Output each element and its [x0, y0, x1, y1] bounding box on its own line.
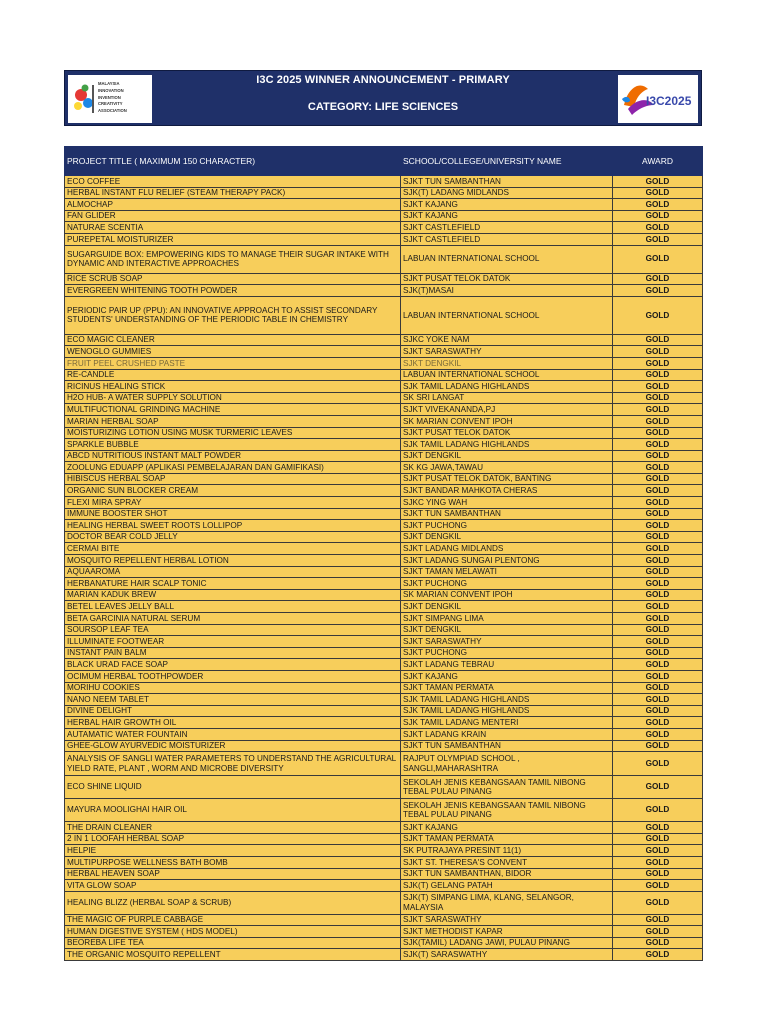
school-name-cell: SJKT KAJANG [401, 670, 613, 682]
school-name-cell: SJKT SARASWATHY [401, 346, 613, 358]
table-row [65, 415, 703, 427]
table-row [65, 776, 703, 799]
school-name-cell: LABUAN INTERNATIONAL SCHOOL [401, 296, 613, 334]
table-row [65, 369, 703, 381]
award-cell: GOLD [613, 531, 703, 543]
table-row [65, 334, 703, 346]
table-row [65, 613, 703, 625]
school-name-cell: SJKT DENGKIL [401, 450, 613, 462]
school-name-cell: SJK TAMIL LADANG HIGHLANDS [401, 705, 613, 717]
award-cell: GOLD [613, 624, 703, 636]
project-title-cell: FLEXI MIRA SPRAY [65, 497, 401, 509]
page-title: I3C 2025 WINNER ANNOUNCEMENT - PRIMARY [256, 74, 510, 86]
project-title-cell: BEOREBA LIFE TEA [65, 937, 401, 949]
school-name-cell: SJKT DENGKIL [401, 357, 613, 369]
project-title-cell: MAYURA MOOLIGHAI HAIR OIL [65, 799, 401, 822]
award-cell: GOLD [613, 427, 703, 439]
project-title-cell: HEALING HERBAL SWEET ROOTS LOLLIPOP [65, 520, 401, 532]
project-title-cell: HERBAL INSTANT FLU RELIEF (STEAM THERAPY PACK) [65, 187, 401, 199]
project-title-cell: SPARKLE BUBBLE [65, 439, 401, 451]
project-title-cell: CERMAI BITE [65, 543, 401, 555]
table-row [65, 555, 703, 567]
award-cell: GOLD [613, 346, 703, 358]
school-name-cell: SJKT LADANG SUNGAI PLENTONG [401, 555, 613, 567]
school-name-cell: SJKT CASTLEFIELD [401, 233, 613, 245]
project-title-cell: HUMAN DIGESTIVE SYSTEM ( HDS MODEL) [65, 926, 401, 938]
table-row [65, 670, 703, 682]
award-cell: GOLD [613, 752, 703, 776]
table-row [65, 520, 703, 532]
table-row [65, 601, 703, 613]
project-title-cell: EVERGREEN WHITENING TOOTH POWDER [65, 285, 401, 297]
table-row [65, 404, 703, 416]
project-title-cell: MULTIFUCTIONAL GRINDING MACHINE [65, 404, 401, 416]
project-title-cell: RE-CANDLE [65, 369, 401, 381]
award-cell: GOLD [613, 914, 703, 926]
school-name-cell: SK KG JAWA,TAWAU [401, 462, 613, 474]
school-name-cell: SJKT KAJANG [401, 199, 613, 211]
school-name-cell: SJKT VIVEKANANDA,PJ [401, 404, 613, 416]
table-row [65, 926, 703, 938]
school-name-cell: SJKT LADANG MIDLANDS [401, 543, 613, 555]
school-name-cell: SJK TAMIL LADANG HIGHLANDS [401, 381, 613, 393]
table-row [65, 728, 703, 740]
school-name-cell: LABUAN INTERNATIONAL SCHOOL [401, 245, 613, 273]
project-title-cell: INSTANT PAIN BALM [65, 647, 401, 659]
project-title-cell: H2O HUB- A WATER SUPPLY SOLUTION [65, 392, 401, 404]
school-name-cell: SK SRI LANGAT [401, 392, 613, 404]
category-title: CATEGORY: LIFE SCIENCES [307, 101, 459, 113]
project-title-cell: ALMOCHAP [65, 199, 401, 211]
project-title-cell: PUREPETAL MOISTURIZER [65, 233, 401, 245]
column-header-school: SCHOOL/COLLEGE/UNIVERSITY NAME [401, 147, 613, 176]
award-cell: GOLD [613, 694, 703, 706]
school-name-cell: SEKOLAH JENIS KEBANGSAAN TAMIL NIBONG TEBAL PULAU PINANG [401, 776, 613, 799]
award-cell: GOLD [613, 891, 703, 914]
project-title-cell: HELPIE [65, 845, 401, 857]
award-cell: GOLD [613, 497, 703, 509]
award-cell: GOLD [613, 856, 703, 868]
school-name-cell: SJK TAMIL LADANG HIGHLANDS [401, 694, 613, 706]
table-body [65, 176, 703, 961]
table-row [65, 937, 703, 949]
winners-table-container [64, 146, 702, 961]
project-title-cell: DOCTOR BEAR COLD JELLY [65, 531, 401, 543]
award-cell: GOLD [613, 578, 703, 590]
winners-table [64, 146, 703, 961]
school-name-cell: SJKT TUN SAMBANTHAN, BIDOR [401, 868, 613, 880]
project-title-cell: ANALYSIS OF SANGLI WATER PARAMETERS TO UNDERSTAND THE AGRICULTURAL YIELD RATE, PLANT , WORM AND MICROBE DIVERSITY [65, 752, 401, 776]
award-cell: GOLD [613, 776, 703, 799]
association-logo-line: INVENTION [98, 94, 121, 100]
award-cell: GOLD [613, 285, 703, 297]
school-name-cell: SJK TAMIL LADANG MENTERI [401, 717, 613, 729]
award-cell: GOLD [613, 199, 703, 211]
table-row [65, 845, 703, 857]
award-cell: GOLD [613, 926, 703, 938]
table-row [65, 868, 703, 880]
school-name-cell: SJK(T)MASAI [401, 285, 613, 297]
school-name-cell: SJK(T) GELANG PATAH [401, 880, 613, 892]
table-row [65, 543, 703, 555]
award-cell: GOLD [613, 296, 703, 334]
award-cell: GOLD [613, 450, 703, 462]
i3c-logo-mark [618, 75, 698, 123]
table-row [65, 450, 703, 462]
award-cell: GOLD [613, 508, 703, 520]
table-row [65, 473, 703, 485]
table-row [65, 233, 703, 245]
project-title-cell: VITA GLOW SOAP [65, 880, 401, 892]
project-title-cell: AUTAMATIC WATER FOUNTAIN [65, 728, 401, 740]
school-name-cell: SJK(T) SIMPANG LIMA, KLANG, SELANGOR, MALAYSIA [401, 891, 613, 914]
school-name-cell: SJKT KAJANG [401, 822, 613, 834]
table-row [65, 856, 703, 868]
school-name-cell: SK MARIAN CONVENT IPOH [401, 415, 613, 427]
association-logo-line: CREATIVITY [98, 101, 123, 107]
award-cell: GOLD [613, 473, 703, 485]
award-cell: GOLD [613, 485, 703, 497]
project-title-cell: NANO NEEM TABLET [65, 694, 401, 706]
project-title-cell: IMMUNE BOOSTER SHOT [65, 508, 401, 520]
school-name-cell: SJKT TAMAN PERMATA [401, 682, 613, 694]
association-logo-line: MALAYSIA [98, 81, 120, 86]
school-name-cell: SJKT PUSAT TELOK DATOK [401, 273, 613, 285]
school-name-cell: SJKT TUN SAMBANTHAN [401, 508, 613, 520]
award-cell: GOLD [613, 937, 703, 949]
table-row [65, 914, 703, 926]
school-name-cell: SJKT DENGKIL [401, 601, 613, 613]
header-banner [64, 70, 702, 126]
project-title-cell: ABCD NUTRITIOUS INSTANT MALT POWDER [65, 450, 401, 462]
table-row [65, 485, 703, 497]
table-row [65, 578, 703, 590]
project-title-cell: MARIAN KADUK BREW [65, 589, 401, 601]
school-name-cell: SJKT PUCHONG [401, 647, 613, 659]
table-row [65, 381, 703, 393]
project-title-cell: RICE SCRUB SOAP [65, 273, 401, 285]
table-row [65, 176, 703, 188]
award-cell: GOLD [613, 369, 703, 381]
school-name-cell: SJKT KAJANG [401, 210, 613, 222]
school-name-cell: SK PUTRAJAYA PRESINT 11(1) [401, 845, 613, 857]
award-cell: GOLD [613, 439, 703, 451]
table-row [65, 296, 703, 334]
project-title-cell: NATURAE SCENTIA [65, 222, 401, 234]
project-title-cell: SUGARGUIDE BOX: EMPOWERING KIDS TO MANAGE THEIR SUGAR INTAKE WITH DYNAMIC AND INTERACTIVE APPROACHES [65, 245, 401, 273]
table-row [65, 222, 703, 234]
award-cell: GOLD [613, 705, 703, 717]
school-name-cell: SJKT PUSAT TELOK DATOK [401, 427, 613, 439]
award-cell: GOLD [613, 636, 703, 648]
school-name-cell: SK MARIAN CONVENT IPOH [401, 589, 613, 601]
project-title-cell: WENOGLO GUMMIES [65, 346, 401, 358]
project-title-cell: OCIMUM HERBAL TOOTHPOWDER [65, 670, 401, 682]
project-title-cell: BETEL LEAVES JELLY BALL [65, 601, 401, 613]
association-logo-text [98, 81, 148, 115]
table-row [65, 891, 703, 914]
award-cell: GOLD [613, 822, 703, 834]
table-row [65, 589, 703, 601]
award-cell: GOLD [613, 392, 703, 404]
table-row [65, 187, 703, 199]
table-row [65, 752, 703, 776]
project-title-cell: MARIAN HERBAL SOAP [65, 415, 401, 427]
award-cell: GOLD [613, 415, 703, 427]
project-title-cell: HEALING BLIZZ (HERBAL SOAP & SCRUB) [65, 891, 401, 914]
award-cell: GOLD [613, 868, 703, 880]
project-title-cell: ECO MAGIC CLEANER [65, 334, 401, 346]
project-title-cell: THE ORGANIC MOSQUITO REPELLENT [65, 949, 401, 961]
school-name-cell: SJKT LADANG KRAIN [401, 728, 613, 740]
table-row [65, 694, 703, 706]
project-title-cell: ZOOLUNG EDUAPP (APLIKASI PEMBELAJARAN DAN GAMIFIKASI) [65, 462, 401, 474]
table-row [65, 531, 703, 543]
table-header-row [65, 147, 703, 176]
school-name-cell: SJKC YOKE NAM [401, 334, 613, 346]
award-cell: GOLD [613, 176, 703, 188]
table-row [65, 357, 703, 369]
award-cell: GOLD [613, 717, 703, 729]
table-row [65, 346, 703, 358]
award-cell: GOLD [613, 404, 703, 416]
table-row [65, 439, 703, 451]
school-name-cell: SJKT TUN SAMBANTHAN [401, 740, 613, 752]
table-row [65, 833, 703, 845]
table-row [65, 717, 703, 729]
table-row [65, 636, 703, 648]
column-header-award: AWARD [613, 147, 703, 176]
award-cell: GOLD [613, 728, 703, 740]
project-title-cell: THE MAGIC OF PURPLE CABBAGE [65, 914, 401, 926]
school-name-cell: SJKT TUN SAMBANTHAN [401, 176, 613, 188]
project-title-cell: AQUAAROMA [65, 566, 401, 578]
project-title-cell: FRUIT PEEL CRUSHED PASTE [65, 357, 401, 369]
project-title-cell: ECO COFFEE [65, 176, 401, 188]
project-title-cell: HERBANATURE HAIR SCALP TONIC [65, 578, 401, 590]
award-cell: GOLD [613, 589, 703, 601]
project-title-cell: MULTIPURPOSE WELLNESS BATH BOMB [65, 856, 401, 868]
award-cell: GOLD [613, 799, 703, 822]
school-name-cell: SJKT BANDAR MAHKOTA CHERAS [401, 485, 613, 497]
table-row [65, 624, 703, 636]
award-cell: GOLD [613, 245, 703, 273]
award-cell: GOLD [613, 357, 703, 369]
project-title-cell: BLACK URAD FACE SOAP [65, 659, 401, 671]
award-cell: GOLD [613, 880, 703, 892]
project-title-cell: PERIODIC PAIR UP (PPU): AN INNOVATIVE APPROACH TO ASSIST SECONDARY STUDENTS' UNDERSTANDING OF THE PERIODIC TABLE IN CHEMISTRY [65, 296, 401, 334]
table-row [65, 285, 703, 297]
school-name-cell: SJKT METHODIST KAPAR [401, 926, 613, 938]
award-cell: GOLD [613, 233, 703, 245]
table-row [65, 245, 703, 273]
project-title-cell: ECO SHINE LIQUID [65, 776, 401, 799]
table-row [65, 647, 703, 659]
table-row [65, 705, 703, 717]
school-name-cell: SJKT DENGKIL [401, 531, 613, 543]
school-name-cell: SJKT SARASWATHY [401, 914, 613, 926]
school-name-cell: SJKT CASTLEFIELD [401, 222, 613, 234]
table-row [65, 880, 703, 892]
award-cell: GOLD [613, 682, 703, 694]
table-row [65, 949, 703, 961]
project-title-cell: HERBAL HAIR GROWTH OIL [65, 717, 401, 729]
project-title-cell: MORIHU COOKIES [65, 682, 401, 694]
table-row [65, 497, 703, 509]
project-title-cell: HIBISCUS HERBAL SOAP [65, 473, 401, 485]
project-title-cell: SOURSOP LEAF TEA [65, 624, 401, 636]
school-name-cell: SJKC YING WAH [401, 497, 613, 509]
table-row [65, 273, 703, 285]
award-cell: GOLD [613, 566, 703, 578]
association-logo [68, 75, 152, 123]
project-title-cell: HERBAL HEAVEN SOAP [65, 868, 401, 880]
school-name-cell: SJK TAMIL LADANG HIGHLANDS [401, 439, 613, 451]
project-title-cell: MOSQUITO REPELLENT HERBAL LOTION [65, 555, 401, 567]
table-row [65, 508, 703, 520]
table-row [65, 392, 703, 404]
project-title-cell: 2 IN 1 LOOFAH HERBAL SOAP [65, 833, 401, 845]
project-title-cell: BETA GARCINIA NATURAL SERUM [65, 613, 401, 625]
project-title-cell: MOISTURIZING LOTION USING MUSK TURMERIC LEAVES [65, 427, 401, 439]
award-cell: GOLD [613, 381, 703, 393]
award-cell: GOLD [613, 659, 703, 671]
table-row [65, 199, 703, 211]
award-cell: GOLD [613, 845, 703, 857]
table-row [65, 682, 703, 694]
award-cell: GOLD [613, 670, 703, 682]
table-row [65, 799, 703, 822]
award-cell: GOLD [613, 222, 703, 234]
school-name-cell: SJKT PUCHONG [401, 520, 613, 532]
project-title-cell: GHEE-GLOW AYURVEDIC MOISTURIZER [65, 740, 401, 752]
school-name-cell: SJK(T) LADANG MIDLANDS [401, 187, 613, 199]
school-name-cell: SEKOLAH JENIS KEBANGSAAN TAMIL NIBONG TEBAL PULAU PINANG [401, 799, 613, 822]
award-cell: GOLD [613, 520, 703, 532]
i3c-2025-logo [618, 75, 698, 123]
award-cell: GOLD [613, 187, 703, 199]
i3c-logo-wordmark: I3C2025 [646, 94, 692, 108]
association-logo-line: ASSOCIATION [98, 108, 127, 114]
table-row [65, 427, 703, 439]
award-cell: GOLD [613, 555, 703, 567]
award-cell: GOLD [613, 334, 703, 346]
table-row [65, 462, 703, 474]
school-name-cell: SJKT TAMAN PERMATA [401, 833, 613, 845]
project-title-cell: RICINUS HEALING STICK [65, 381, 401, 393]
project-title-cell: DIVINE DELIGHT [65, 705, 401, 717]
school-name-cell: SJKT PUSAT TELOK DATOK, BANTING [401, 473, 613, 485]
table-row [65, 659, 703, 671]
award-cell: GOLD [613, 740, 703, 752]
school-name-cell: SJKT LADANG TEBRAU [401, 659, 613, 671]
school-name-cell: SJKT TAMAN MELAWATI [401, 566, 613, 578]
project-title-cell: THE DRAIN CLEANER [65, 822, 401, 834]
school-name-cell: SJKT SIMPANG LIMA [401, 613, 613, 625]
school-name-cell: SJKT ST. THERESA'S CONVENT [401, 856, 613, 868]
school-name-cell: RAJPUT OLYMPIAD SCHOOL , SANGLI,MAHARASHTRA [401, 752, 613, 776]
award-cell: GOLD [613, 647, 703, 659]
association-logo-line: INNOVATION [98, 87, 124, 93]
project-title-cell: FAN GLIDER [65, 210, 401, 222]
award-cell: GOLD [613, 833, 703, 845]
school-name-cell: LABUAN INTERNATIONAL SCHOOL [401, 369, 613, 381]
school-name-cell: SJK(T) SARASWATHY [401, 949, 613, 961]
table-row [65, 210, 703, 222]
award-cell: GOLD [613, 543, 703, 555]
award-cell: GOLD [613, 273, 703, 285]
school-name-cell: SJKT PUCHONG [401, 578, 613, 590]
award-cell: GOLD [613, 613, 703, 625]
school-name-cell: SJKT SARASWATHY [401, 636, 613, 648]
school-name-cell: SJK(TAMIL) LADANG JAWI, PULAU PINANG [401, 937, 613, 949]
award-cell: GOLD [613, 949, 703, 961]
table-row [65, 822, 703, 834]
award-cell: GOLD [613, 210, 703, 222]
table-row [65, 740, 703, 752]
project-title-cell: ILLUMINATE FOOTWEAR [65, 636, 401, 648]
award-cell: GOLD [613, 462, 703, 474]
award-cell: GOLD [613, 601, 703, 613]
column-header-project-title: PROJECT TITLE ( MAXIMUM 150 CHARACTER) [65, 147, 401, 176]
project-title-cell: ORGANIC SUN BLOCKER CREAM [65, 485, 401, 497]
school-name-cell: SJKT DENGKIL [401, 624, 613, 636]
table-row [65, 566, 703, 578]
